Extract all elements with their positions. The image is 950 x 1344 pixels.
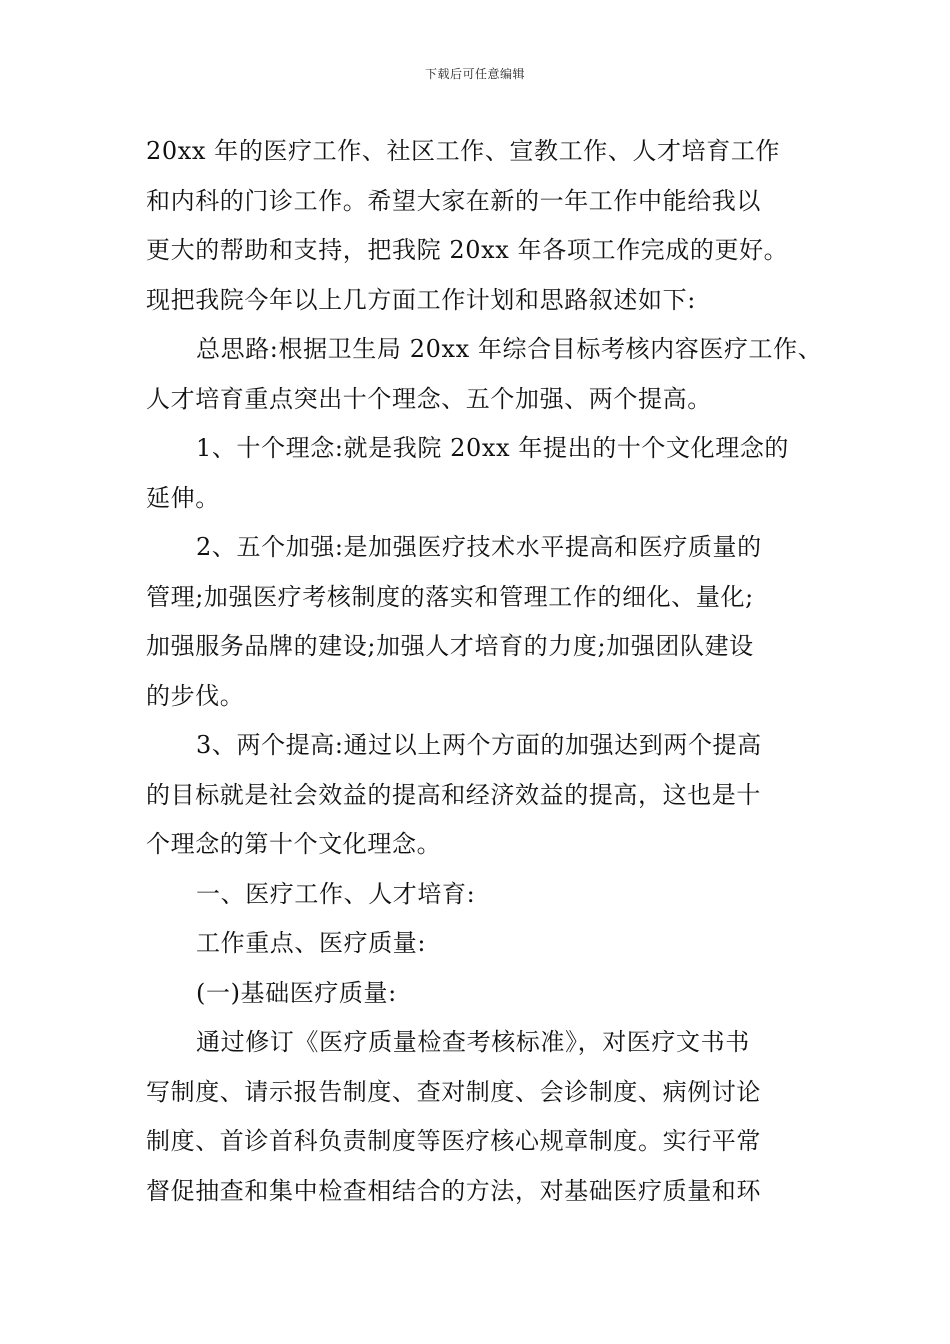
paragraph-start-line: 通过修订《医疗质量检查考核标准》，对医疗文书书	[196, 1028, 750, 1056]
text-line: 现把我院今年以上几方面工作计划和思路叙述如下:	[146, 285, 696, 314]
paragraph-start-line: 2、五个加强:是加强医疗技术水平提高和医疗质量的	[196, 533, 762, 561]
text-line: 加强服务品牌的建设;加强人才培育的力度;加强团队建设	[146, 632, 754, 660]
page-header: 下载后可任意编辑	[424, 67, 525, 81]
paragraph-start-line: 3、两个提高:通过以上两个方面的加强达到两个提高	[196, 731, 762, 759]
text-line: 督促抽查和集中检查相结合的方法，对基础医疗质量和环	[146, 1176, 761, 1205]
text-line: 人才培育重点突出十个理念、五个加强、两个提高。	[146, 384, 712, 413]
document-body	[146, 127, 823, 1216]
subsection-heading: (一)基础医疗质量:	[196, 978, 397, 1007]
text-line: 延伸。	[146, 483, 220, 512]
text-line: 制度、首诊首科负责制度等医疗核心规章制度。实行平常	[146, 1127, 761, 1155]
paragraph-start-line: 总思路:根据卫生局 20xx 年综合目标考核内容医疗工作、	[196, 335, 823, 363]
text-line: 的目标就是社会效益的提高和经济效益的提高，这也是十	[146, 780, 761, 809]
section-heading: 一、医疗工作、人才培育:	[196, 879, 476, 908]
text-line: 写制度、请示报告制度、查对制度、会诊制度、病例讨论	[146, 1077, 761, 1106]
text-line: 更大的帮助和支持，把我院 20xx 年各项工作完成的更好。	[146, 236, 789, 264]
text-line: 20xx 年的医疗工作、社区工作、宣教工作、人才培育工作	[146, 137, 781, 165]
text-line: 管理;加强医疗考核制度的落实和管理工作的细化、量化;	[146, 582, 754, 611]
text-line: 的步伐。	[146, 681, 245, 710]
text-line: 和内科的门诊工作。希望大家在新的一年工作中能给我以	[146, 186, 761, 215]
text-line: 个理念的第十个文化理念。	[146, 830, 442, 858]
paragraph-start-line: 1、十个理念:就是我院 20xx 年提出的十个文化理念的	[196, 434, 790, 462]
subsection-heading: 工作重点、医疗质量:	[196, 929, 427, 957]
